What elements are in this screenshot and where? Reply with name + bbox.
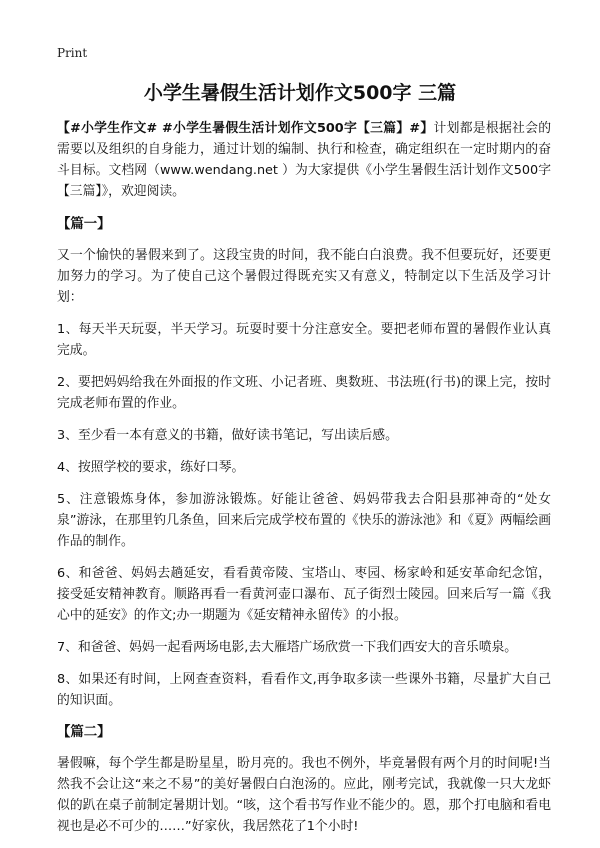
paragraph: 1、每天半天玩耍，半天学习。玩耍时要十分注意安全。要把老师布置的暑假作业认真完成。: [57, 322, 551, 358]
intro-text: 计划都是根据社会的需要以及组织的自身能力，通过计划的编制、执行和检查，确定组织在一定时期内的奋斗目标。文档网（www.wendang.net ）为大家提供《小学生暑假生活计划作文500字【三篇】》，欢迎阅读。: [57, 121, 552, 199]
paragraph: 3、至少看一本有意义的书籍，做好读书笔记，写出读后感。: [57, 428, 398, 443]
paragraph: 7、和爸爸、妈妈一起看两场电影,去大雁塔广场欣赏一下我们西安大的音乐喷泉。: [57, 640, 518, 655]
paragraph: 5、注意锻炼身体，参加游泳锻炼。好能让爸爸、妈妈带我去合阳县那神奇的“处女泉”游泳，在那里钓几条鱼，回来后完成学校布置的《快乐的游泳池》和《夏》两幅绘画作品的制作。: [57, 492, 551, 549]
intro-paragraph: [57, 118, 551, 202]
paragraph: 4、按照学校的要求，练好口琴。: [57, 460, 245, 475]
article-body: [57, 118, 551, 848]
paragraph: 又一个愉快的暑假来到了。这段宝贵的时间，我不能白白浪费。我不但要玩好，还要更加努力的学习。为了使自己这个暑假过得既充实又有意义，特制定以下生活及学习计划：: [57, 248, 551, 305]
paragraph: 6、和爸爸、妈妈去趟延安，看看黄帝陵、宝塔山、枣园、杨家岭和延安革命纪念馆，接受延安精神教育。顺路再看一看黄河壶口瀑布、瓦子街烈士陵园。回来后写一篇《我心中的延安》的作文;办一期题为《延安精神永留传》的小报。: [57, 566, 551, 623]
paragraph: 2、要把妈妈给我在外面报的作文班、小记者班、奥数班、书法班(行书)的课上完，按时完成老师布置的作业。: [57, 375, 551, 411]
print-link[interactable]: Print: [57, 46, 88, 60]
page-title: 小学生暑假生活计划作文500字 三篇: [143, 82, 457, 104]
section-heading-1: 【篇一】: [57, 217, 111, 232]
paragraph: 暑假嘛，每个学生都是盼星星，盼月亮的。我也不例外，毕竟暑假有两个月的时间呢!当然我不会让这“来之不易”的美好暑假白白泡汤的。应此，刚考完试，我就像一只大龙虾似的趴在桌子前制定暑期计划。“咳，这个看书写作业不能少的。恩，那个打电脑和看电视也是必不可少的……”好家伙，我居然花了1个小时!: [57, 756, 551, 834]
section-heading-2: 【篇二】: [57, 725, 111, 740]
intro-tag: 【#小学生作文# #小学生暑假生活计划作文500字【三篇】#】: [57, 121, 434, 136]
paragraph: 8、如果还有时间，上网查查资料，看看作文,再争取多读一些课外书籍，尽量扩大自己的知识面。: [57, 672, 551, 708]
